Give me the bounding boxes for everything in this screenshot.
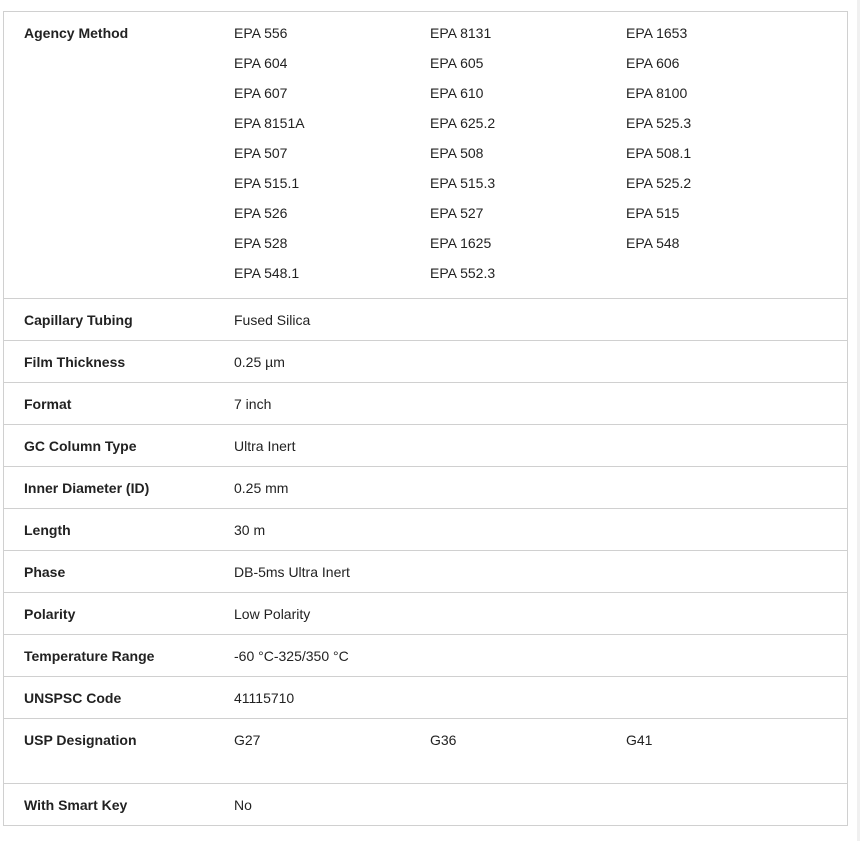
spec-row-phase — [4, 551, 847, 593]
spec-value: -60 °C-325/350 °C — [234, 648, 349, 664]
spec-row-gc-column-type — [4, 425, 847, 467]
agency-method-item: EPA 508.1 — [626, 145, 692, 161]
spec-row-capillary-tubing — [4, 299, 847, 341]
agency-method-item: EPA 8151A — [234, 115, 305, 131]
agency-method-item: EPA 528 — [234, 235, 288, 251]
spec-value: 30 m — [234, 522, 266, 538]
agency-method-item: EPA 625.2 — [430, 115, 496, 131]
agency-method-item: EPA 8100 — [626, 85, 688, 101]
spec-value: DB-5ms Ultra Inert — [234, 564, 350, 580]
agency-method-list — [234, 24, 822, 294]
agency-method-item: EPA 525.3 — [626, 115, 692, 131]
spec-label: Film Thickness — [24, 354, 126, 370]
spec-label: Format — [24, 396, 72, 412]
agency-method-item: EPA 548.1 — [234, 265, 300, 281]
spec-value: Ultra Inert — [234, 438, 296, 454]
usp-value: G36 — [430, 732, 457, 748]
spec-row-polarity — [4, 593, 847, 635]
spec-table — [3, 11, 848, 826]
agency-method-item: EPA 556 — [234, 25, 288, 41]
agency-method-item: EPA 508 — [430, 145, 484, 161]
spec-row-temperature-range — [4, 635, 847, 677]
spec-label: UNSPSC Code — [24, 690, 122, 706]
usp-value: G41 — [626, 732, 653, 748]
spec-label: Temperature Range — [24, 648, 155, 664]
spec-label: USP Designation — [24, 732, 137, 748]
agency-method-item: EPA 515.3 — [430, 175, 496, 191]
agency-method-item: EPA 1625 — [430, 235, 492, 251]
agency-method-item: EPA 8131 — [430, 25, 492, 41]
agency-method-item: EPA 606 — [626, 55, 680, 71]
spec-row-agency-method — [4, 12, 847, 299]
agency-method-item: EPA 610 — [430, 85, 484, 101]
agency-method-item: EPA 507 — [234, 145, 288, 161]
agency-method-item: EPA 527 — [430, 205, 484, 221]
spec-value: 41115710 — [234, 690, 295, 706]
agency-method-item: EPA 515 — [626, 205, 680, 221]
spec-row-film-thickness — [4, 341, 847, 383]
spec-row-length — [4, 509, 847, 551]
agency-method-item: EPA 515.1 — [234, 175, 300, 191]
spec-value: 0.25 mm — [234, 480, 289, 496]
agency-method-item: EPA 1653 — [626, 25, 688, 41]
agency-method-item: EPA 525.2 — [626, 175, 692, 191]
agency-method-item: EPA 604 — [234, 55, 288, 71]
spec-label: Inner Diameter (ID) — [24, 480, 150, 496]
spec-value: 7 inch — [234, 396, 272, 412]
agency-method-item: EPA 605 — [430, 55, 484, 71]
spec-label: Agency Method — [24, 25, 129, 41]
agency-method-item: EPA 607 — [234, 85, 288, 101]
spec-label: Length — [24, 522, 71, 538]
usp-value: G27 — [234, 732, 261, 748]
spec-row-format — [4, 383, 847, 425]
spec-label: Polarity — [24, 606, 76, 622]
spec-value: Low Polarity — [234, 606, 311, 622]
spec-row-usp-designation — [4, 719, 847, 784]
spec-value: No — [234, 797, 252, 813]
spec-label: Capillary Tubing — [24, 312, 133, 328]
agency-method-item: EPA 552.3 — [430, 265, 496, 281]
spec-row-unspsc-code — [4, 677, 847, 719]
spec-label: With Smart Key — [24, 797, 128, 813]
agency-method-item: EPA 526 — [234, 205, 288, 221]
spec-row-inner-diameter — [4, 467, 847, 509]
spec-label: GC Column Type — [24, 438, 137, 454]
spec-value: Fused Silica — [234, 312, 311, 328]
spec-row-with-smart-key — [4, 784, 847, 826]
spec-label: Phase — [24, 564, 66, 580]
agency-method-item: EPA 548 — [626, 235, 680, 251]
spec-value: 0.25 µm — [234, 354, 285, 370]
